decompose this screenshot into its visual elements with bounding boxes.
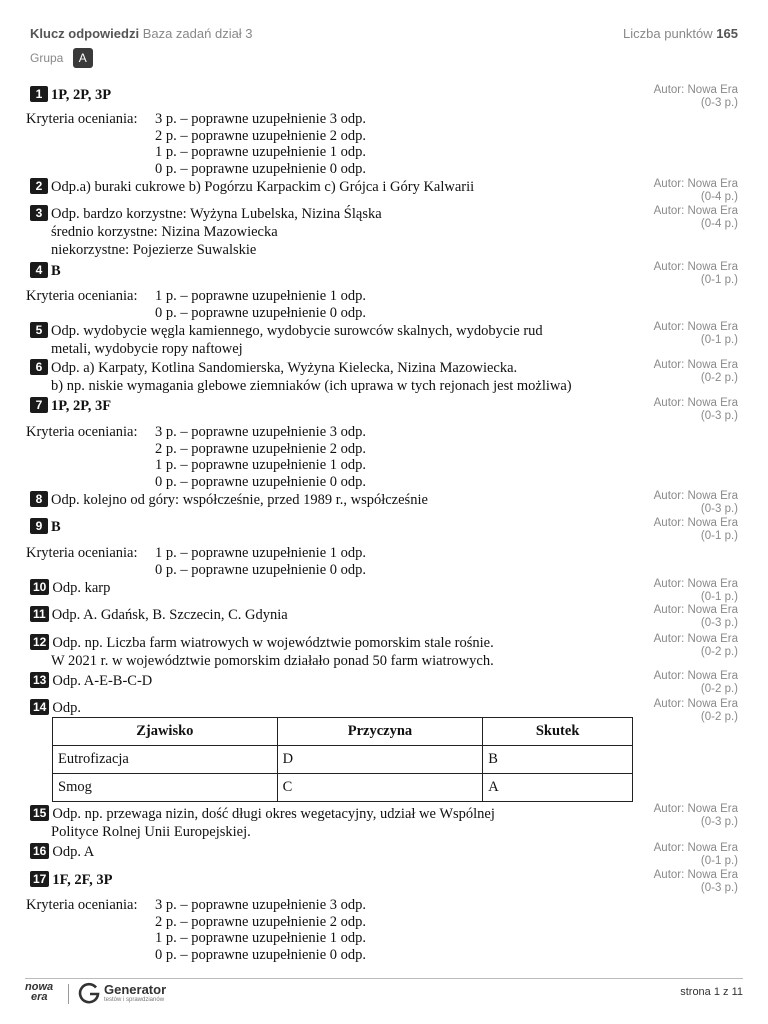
answer-text: średnio korzystne: Nizina Mazowiecka	[51, 224, 278, 240]
item-number-badge: 6	[30, 359, 48, 375]
author-label: Autor: Nowa Era	[653, 359, 738, 371]
points-range: (0-1 p.)	[700, 334, 738, 346]
answer-item	[30, 805, 650, 841]
group-label: Grupa	[30, 51, 64, 65]
logo-word-era: era	[31, 991, 48, 1003]
answer-text: niekorzystne: Pojezierze Suwalskie	[51, 242, 257, 258]
points-range: (0-1 p.)	[700, 530, 738, 542]
item-number-badge: 1	[30, 86, 48, 102]
author-note	[598, 578, 738, 604]
points-range: (0-3 p.)	[700, 97, 738, 109]
criteria-row: 0 p. – poprawne uzupełnienie 0 odp.	[155, 946, 367, 963]
item-number-badge: 14	[30, 699, 49, 715]
item-number-badge: 2	[30, 178, 48, 194]
document-title-bold: Klucz odpowiedzi	[30, 26, 140, 41]
answer-item	[30, 843, 650, 861]
author-note	[598, 604, 738, 630]
item-number-badge: 7	[30, 397, 48, 413]
author-label: Autor: Nowa Era	[653, 261, 738, 273]
answer-text: Odp. kolejno od góry: współcześnie, przed 1989 r., współcześnie	[51, 492, 428, 508]
answer-text: b) np. niskie wymagania glebowe ziemniaków (ich uprawa w tych rejonach jest możliwa)	[51, 378, 572, 394]
criteria-row: 3 p. – poprawne uzupełnienie 3 odp.	[155, 424, 367, 440]
answer-text: 1F, 2F, 3P	[52, 872, 113, 888]
answer-text: Odp. wydobycie węgla kamiennego, wydobycie surowców skalnych, wydobycie rud	[51, 323, 543, 339]
table-header-cell: Przyczyna	[277, 718, 483, 746]
points-range: (0-3 p.)	[700, 410, 738, 422]
table-header-cell: Zjawisko	[53, 718, 278, 746]
points-range: (0-3 p.)	[700, 882, 738, 894]
answer-item	[30, 579, 650, 597]
answer-text: W 2021 r. w województwie pomorskim działało ponad 50 farm wiatrowych.	[51, 653, 494, 669]
item-number-badge: 9	[30, 518, 48, 534]
author-note	[598, 842, 738, 868]
author-label: Autor: Nowa Era	[653, 803, 738, 815]
item-number-badge: 12	[30, 634, 49, 650]
points-range: (0-3 p.)	[700, 617, 738, 629]
criteria-label: Kryteria oceniania:	[26, 424, 138, 440]
author-note	[598, 261, 738, 287]
answer-text: B	[51, 519, 61, 535]
author-note	[598, 321, 738, 347]
points-range: (0-1 p.)	[700, 591, 738, 603]
author-note	[598, 869, 738, 895]
author-note	[598, 803, 738, 829]
answer-text: Odp. np. przewaga nizin, dość długi okres wegetacyjny, udział we Wspólnej	[52, 806, 495, 822]
answer-item	[30, 518, 650, 536]
author-note	[598, 359, 738, 385]
item-number-badge: 4	[30, 262, 48, 278]
item-number-badge: 17	[30, 871, 49, 887]
logo-separator	[68, 984, 69, 1004]
generator-subtitle: testów i sprawdzianów	[104, 997, 165, 1003]
criteria-row: 0 p. – poprawne uzupełnienie 0 odp.	[155, 473, 367, 490]
author-label: Autor: Nowa Era	[653, 84, 738, 96]
page-header	[30, 26, 738, 44]
author-label: Autor: Nowa Era	[653, 578, 738, 590]
author-label: Autor: Nowa Era	[653, 517, 738, 529]
answer-text: 1P, 2P, 3F	[51, 398, 112, 414]
generator-g-icon	[77, 981, 101, 1005]
answer-item	[30, 871, 650, 889]
table-row	[53, 746, 633, 774]
author-note	[598, 490, 738, 516]
table-cell: Eutrofizacja	[53, 746, 278, 774]
criteria-label: Kryteria oceniania:	[26, 111, 138, 127]
answer-text: B	[51, 263, 61, 279]
answer-text: Odp. A	[52, 844, 95, 860]
author-label: Autor: Nowa Era	[653, 321, 738, 333]
author-note	[598, 670, 738, 696]
author-note	[598, 397, 738, 423]
document-title	[30, 26, 253, 41]
answer-text: Odp. bardzo korzystne: Wyżyna Lubelska, Nizina Śląska	[51, 206, 382, 222]
table-cell: D	[277, 746, 483, 774]
item-number-badge: 8	[30, 491, 48, 507]
answer-item	[30, 634, 650, 670]
answer-item	[30, 262, 650, 280]
answer-item	[30, 205, 650, 259]
criteria-row: 1 p. – poprawne uzupełnienie 1 odp.	[155, 930, 367, 946]
criteria-row: 1 p. – poprawne uzupełnienie 1 odp.	[155, 144, 367, 160]
criteria-row: 0 p. – poprawne uzupełnienie 0 odp.	[155, 304, 367, 321]
table-cell: Smog	[53, 774, 278, 802]
group-badge: A	[73, 48, 93, 68]
author-note	[598, 178, 738, 204]
item-number-badge: 16	[30, 843, 49, 859]
logo-word-nowa: nowa	[25, 981, 54, 993]
nowa-era-logo	[25, 982, 65, 1006]
item-number-badge: 13	[30, 672, 49, 688]
answer-item	[30, 606, 650, 624]
points-range: (0-2 p.)	[700, 646, 738, 658]
criteria-row: 0 p. – poprawne uzupełnienie 0 odp.	[155, 160, 367, 177]
answer-text: Odp. karp	[52, 580, 111, 596]
answer-item	[30, 672, 650, 690]
criteria-row: 0 p. – poprawne uzupełnienie 0 odp.	[155, 561, 367, 578]
author-note	[598, 84, 738, 110]
generator-name: Generator	[104, 982, 167, 997]
criteria-label: Kryteria oceniania:	[26, 288, 138, 304]
table-cell: B	[483, 746, 633, 774]
item-number-badge: 15	[30, 805, 49, 821]
item-number-badge: 10	[30, 579, 49, 595]
item-number-badge: 11	[30, 606, 49, 622]
table-row	[53, 774, 633, 802]
table-cell: A	[483, 774, 633, 802]
page-number: strona 1 z 11	[680, 986, 743, 998]
points-range: (0-2 p.)	[700, 372, 738, 384]
points-range: (0-2 p.)	[700, 683, 738, 695]
criteria-row: 3 p. – poprawne uzupełnienie 3 odp.	[155, 897, 367, 913]
answer-item	[30, 322, 650, 358]
group-indicator	[30, 48, 93, 68]
author-label: Autor: Nowa Era	[653, 178, 738, 190]
author-note	[598, 205, 738, 231]
answer-text: metali, wydobycie ropy naftowej	[51, 341, 243, 357]
points-range: (0-4 p.)	[700, 191, 738, 203]
answer-text: Odp. np. Liczba farm wiatrowych w województwie pomorskim stale rośnie.	[52, 635, 494, 651]
table-cell: C	[277, 774, 483, 802]
points-summary	[623, 26, 738, 41]
author-note	[598, 633, 738, 659]
answer-text: Odp.	[52, 700, 81, 716]
author-label: Autor: Nowa Era	[653, 842, 738, 854]
points-range: (0-2 p.)	[700, 711, 738, 723]
points-range: (0-3 p.)	[700, 816, 738, 828]
answer-text: Odp. A. Gdańsk, B. Szczecin, C. Gdynia	[51, 607, 288, 623]
document-title-rest: Baza zadań dział 3	[142, 26, 253, 41]
answer-text: Odp.a) buraki cukrowe b) Pogórzu Karpackim c) Grójca i Góry Kalwarii	[51, 179, 475, 195]
criteria-row: 2 p. – poprawne uzupełnienie 2 odp.	[155, 440, 367, 457]
answer-item	[30, 491, 650, 509]
answer-table	[52, 717, 633, 802]
points-label: Liczba punktów	[623, 26, 713, 41]
author-note	[598, 517, 738, 543]
criteria-row: 1 p. – poprawne uzupełnienie 1 odp.	[155, 288, 367, 304]
footer-divider	[25, 978, 743, 979]
criteria-label: Kryteria oceniania:	[26, 897, 138, 913]
author-label: Autor: Nowa Era	[653, 869, 738, 881]
points-value: 165	[716, 26, 738, 41]
points-range: (0-1 p.)	[700, 855, 738, 867]
answer-item	[30, 86, 650, 104]
author-label: Autor: Nowa Era	[653, 490, 738, 502]
criteria-row: 1 p. – poprawne uzupełnienie 1 odp.	[155, 545, 367, 561]
criteria-row: 2 p. – poprawne uzupełnienie 2 odp.	[155, 913, 367, 930]
item-number-badge: 5	[30, 322, 48, 338]
criteria-row: 2 p. – poprawne uzupełnienie 2 odp.	[155, 127, 367, 144]
table-header-row	[53, 718, 633, 746]
answer-text: Odp. A-E-B-C-D	[52, 673, 153, 689]
criteria-label: Kryteria oceniania:	[26, 545, 138, 561]
answer-item	[30, 397, 650, 415]
author-label: Autor: Nowa Era	[653, 670, 738, 682]
item-number-badge: 3	[30, 205, 48, 221]
table-header-cell: Skutek	[483, 718, 633, 746]
points-range: (0-3 p.)	[700, 503, 738, 515]
author-label: Autor: Nowa Era	[653, 633, 738, 645]
author-label: Autor: Nowa Era	[653, 698, 738, 710]
points-range: (0-4 p.)	[700, 218, 738, 230]
answer-item	[30, 359, 670, 395]
author-label: Autor: Nowa Era	[653, 397, 738, 409]
answer-text: 1P, 2P, 3P	[51, 87, 112, 103]
author-label: Autor: Nowa Era	[653, 604, 738, 616]
author-label: Autor: Nowa Era	[653, 205, 738, 217]
answer-text: Odp. a) Karpaty, Kotlina Sandomierska, Wyżyna Kielecka, Nizina Mazowiecka.	[51, 360, 518, 376]
criteria-row: 3 p. – poprawne uzupełnienie 3 odp.	[155, 111, 367, 127]
points-range: (0-1 p.)	[700, 274, 738, 286]
answer-text: Polityce Rolnej Unii Europejskiej.	[51, 824, 251, 840]
answer-item	[30, 699, 650, 717]
criteria-row: 1 p. – poprawne uzupełnienie 1 odp.	[155, 457, 367, 473]
answer-item	[30, 178, 650, 196]
